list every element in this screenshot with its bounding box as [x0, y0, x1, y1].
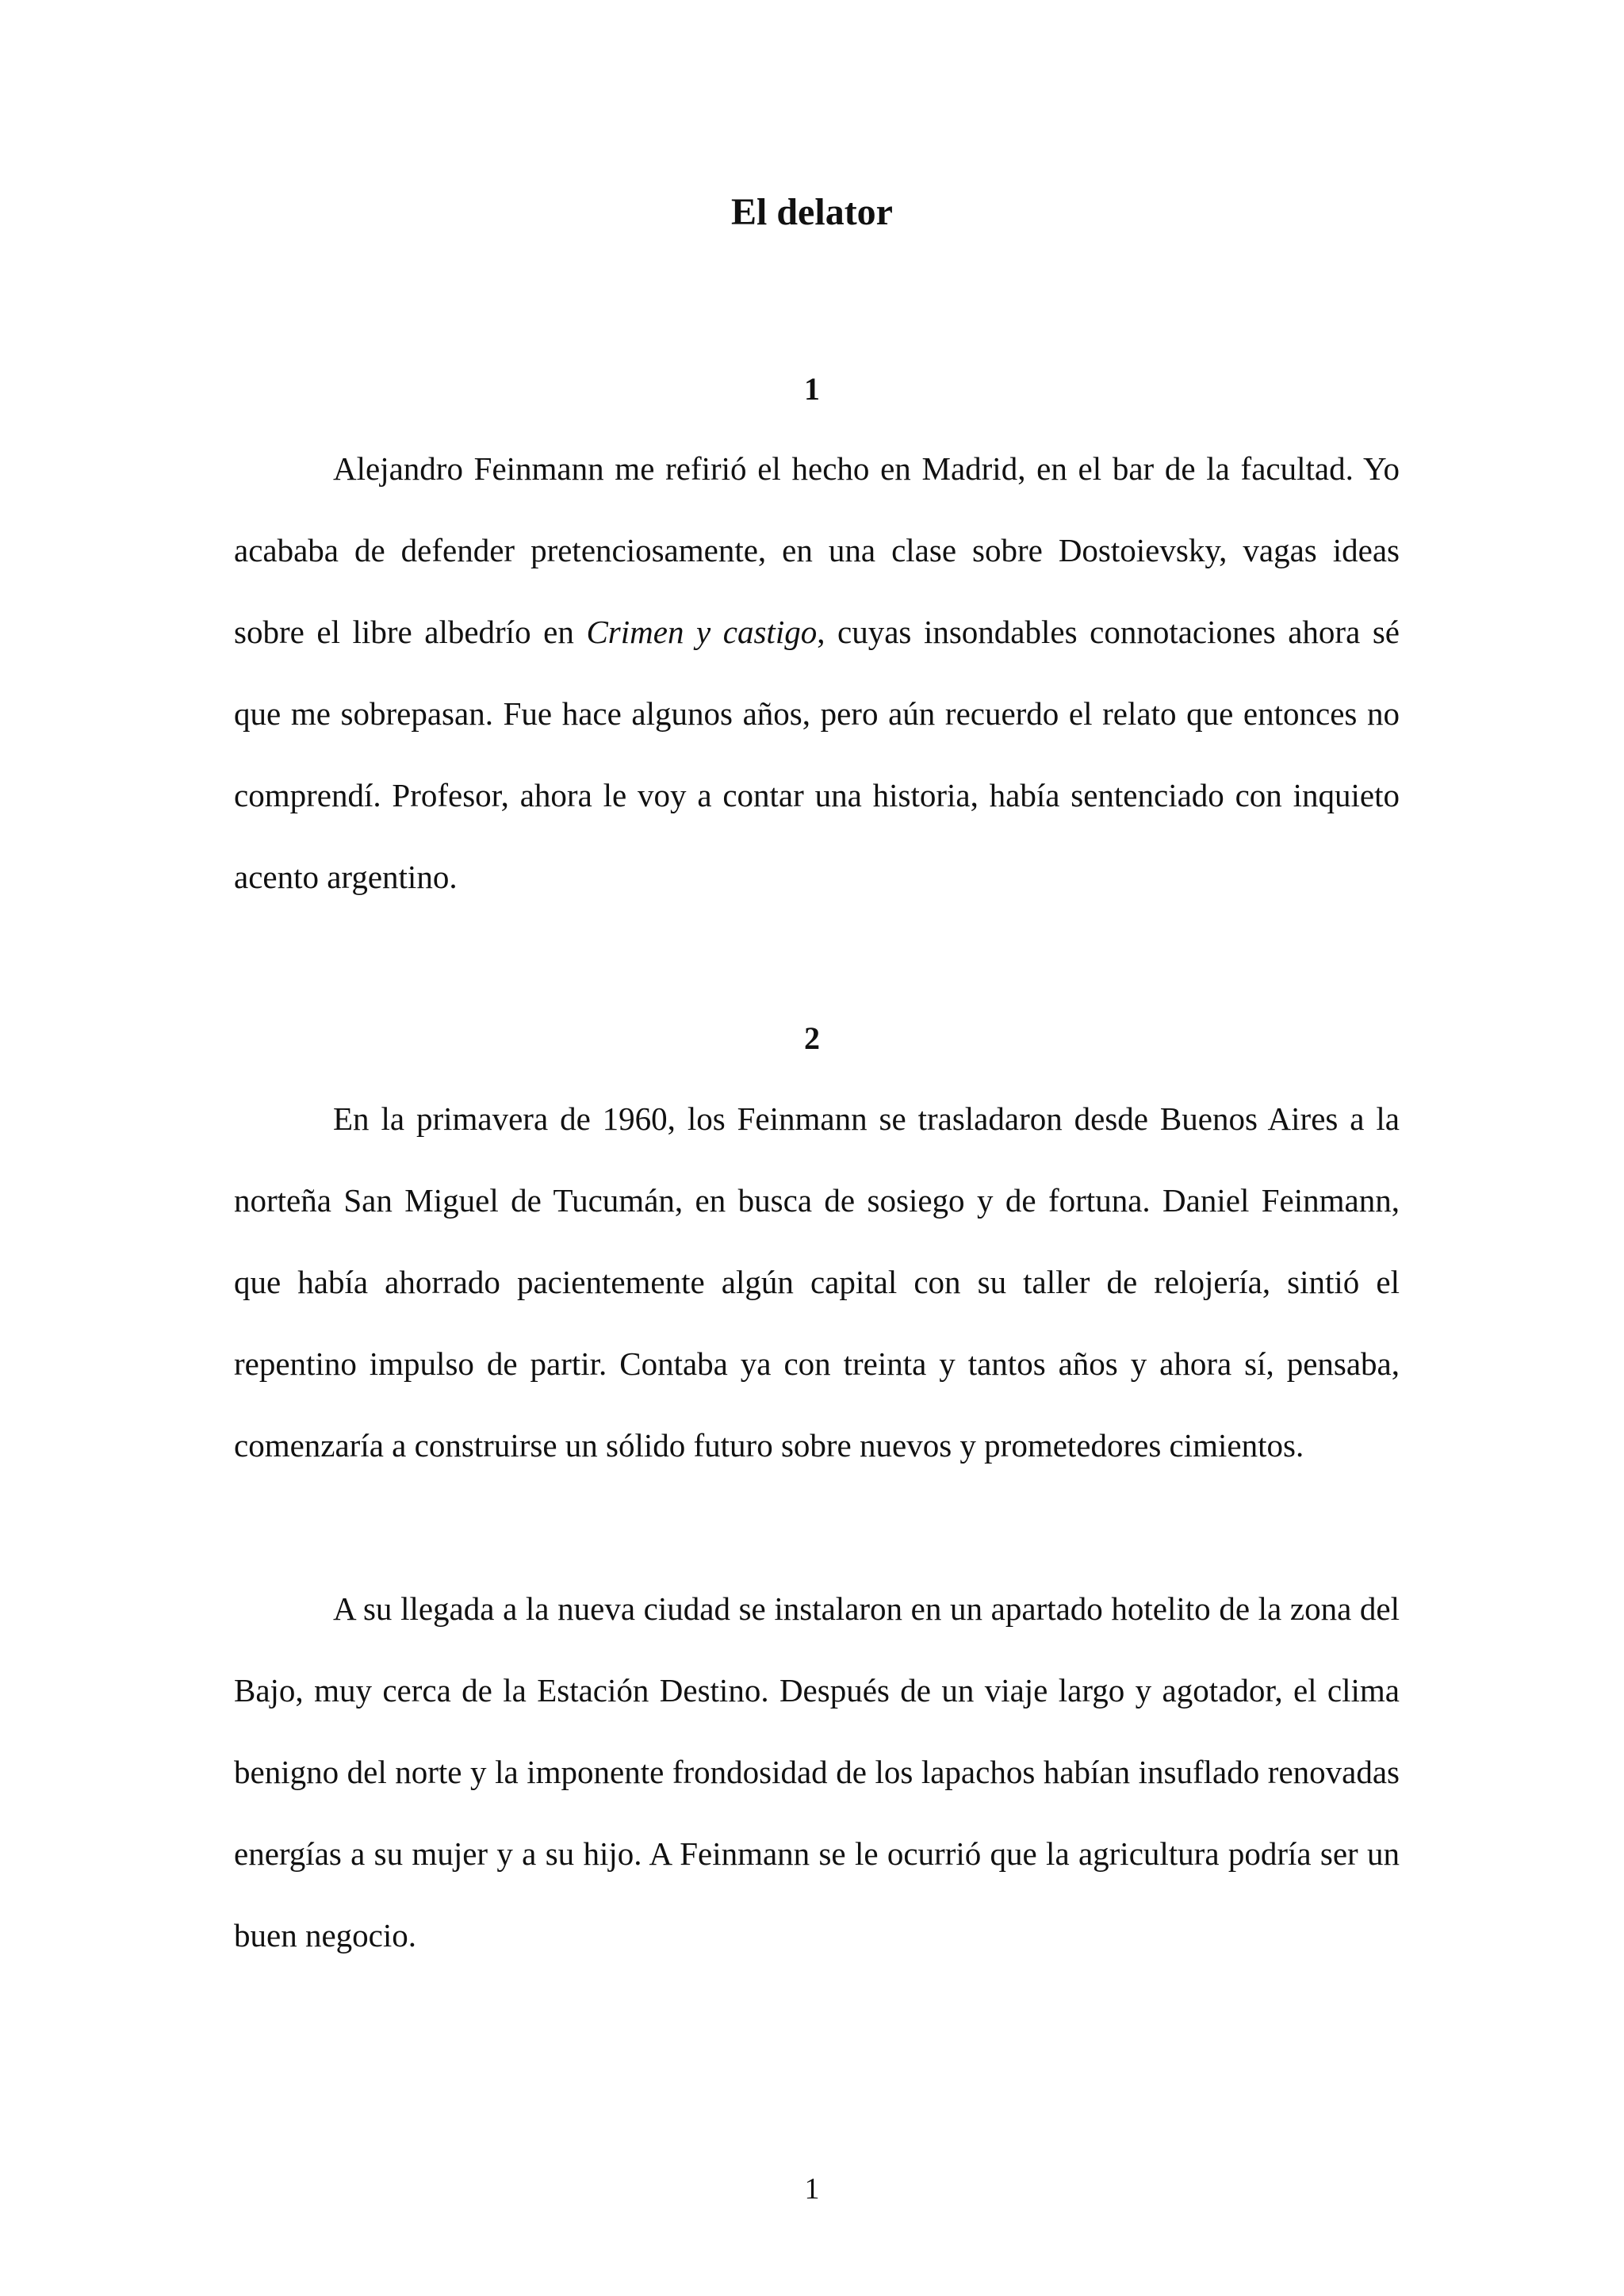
section-1-paragraph-1 [234, 428, 1400, 918]
paragraph-text: , cuyas insondables connotaciones ahora sé que me sobrepasan. Fue hace algunos años, pero aún recuerdo el relato que entonces no comprendí. Profesor, ahora le voy a contar una historia, había sentenciado con inquieto acento argentino. [234, 614, 1400, 895]
document-title: El delator [731, 191, 893, 233]
book-title-italic: Crimen y castigo [586, 614, 818, 650]
section-number-2: 2 [804, 1020, 820, 1056]
section-2-paragraph-1: En la primavera de 1960, los Feinmann se trasladaron desde Buenos Aires a la norteña San Miguel de Tucumán, en busca de sosiego y de fortuna. Daniel Feinmann, que había ahorrado pacientemente algún capital con su taller de relojería, sintió el repentino impulso de partir. Contaba ya con treinta y tantos años y ahora sí, pensaba, comenzaría a construirse un sólido futuro sobre nuevos y prometedores cimientos. [234, 1100, 1400, 1464]
section-2-paragraph-2: A su llegada a la nueva ciudad se instalaron en un apartado hotelito de la zona del Bajo, muy cerca de la Estación Destino. Después de un viaje largo y agotador, el clima benigno del norte y la imponente frondosidad de los lapachos habían insuflado renovadas energías a su mujer y a su hijo. A Feinmann se le ocurrió que la agricultura podría ser un buen negocio. [234, 1590, 1400, 1954]
section-number-1: 1 [804, 371, 820, 407]
paragraph-text: Alejandro Feinmann me refirió el hecho en Madrid, en el bar de la facultad. Yo acababa de defender pretenciosamente, en una clase sobre Dostoievsky, vagas ideas sobre el libre albedrío en [234, 450, 1400, 650]
page-number: 1 [804, 2172, 820, 2206]
